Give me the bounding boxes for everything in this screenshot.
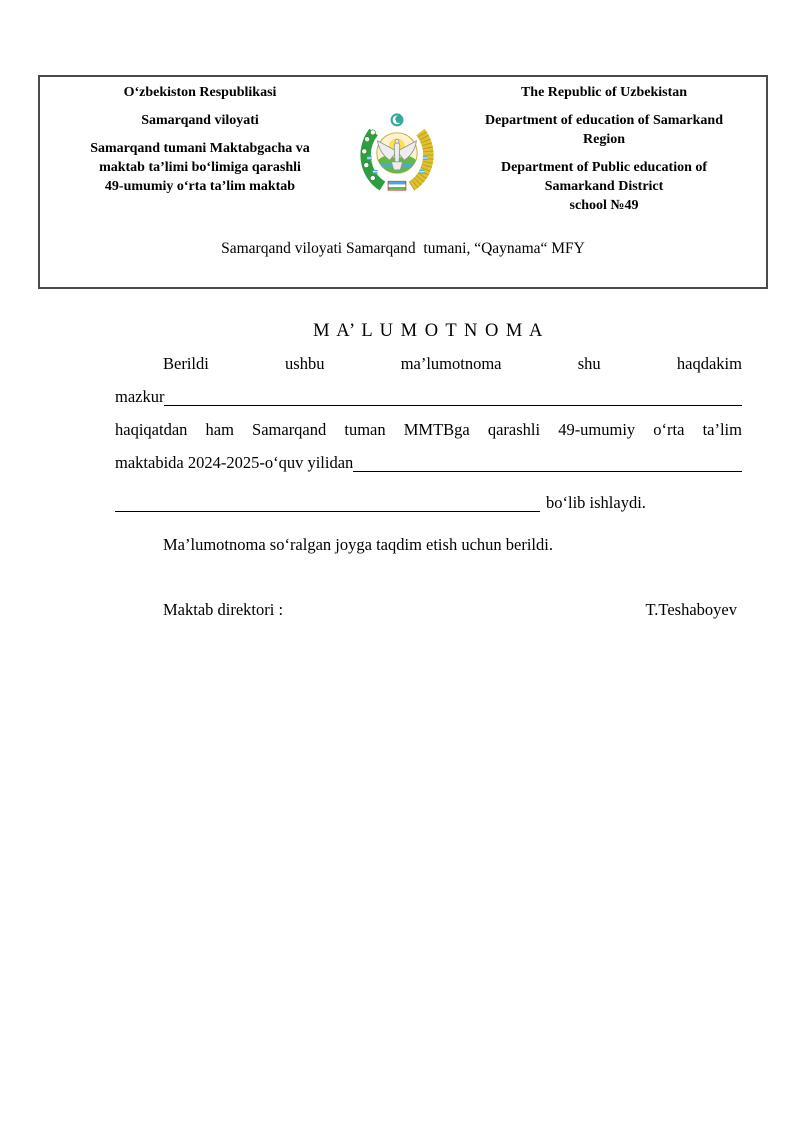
org-name-uz-school [54,139,346,196]
signature-row [115,593,742,626]
letterhead-box [38,75,768,289]
word: ushbu [285,354,325,373]
body-line-4 [115,446,742,479]
word: 49-umumiy [558,420,636,439]
letterhead-left-column [54,83,346,196]
org-name-en-republic: The Republic of Uzbekistan [520,85,688,100]
org-name-en-region [448,111,760,149]
word: qarashli [487,420,541,439]
letterhead-columns [40,77,766,215]
body-line-2-text: mazkur [115,387,165,406]
body-line-2 [115,380,742,413]
document-title: M A’ L U M O T N O M A [313,321,544,341]
body-line-1 [115,347,742,380]
word: haqiqatdan [115,420,188,439]
document-body [115,347,742,626]
body-line-4-text: maktabida 2024-2025-o‘quv yilidan [115,453,354,472]
school-number: school №49 [569,198,639,213]
word: shu [577,354,601,373]
org-name-en-district [448,158,760,196]
word: ta’lim [702,420,742,439]
word: o‘rta [653,420,685,439]
body-line-3 [115,413,742,446]
note-line [115,528,742,561]
text-line: 49-umumiy o‘rta ta’lim maktab [104,179,296,194]
blank-field-position[interactable] [115,511,540,512]
text-line: Samarkand District [544,179,664,194]
signature-label: Maktab direktori : [163,600,284,619]
signature-name: T.Teshaboyev [645,600,737,619]
mahalla-address-line: Samarqand viloyati Samarqand tumani, “Qaynama“ MFY [221,240,585,257]
word: Samarqand [252,420,327,439]
org-name-uz-republic: O‘zbekiston Respublikasi [123,85,277,100]
blank-field-start-date[interactable] [353,471,742,472]
blank-field-name[interactable] [164,405,742,406]
word: ham [205,420,234,439]
crescent-star [391,113,404,126]
text-line: Department of education of Samarkand [485,113,723,128]
emblem-column [346,83,448,195]
letterhead-right-column [448,83,760,215]
word: ma’lumotnoma [400,354,502,373]
text-line: Department of Public education of [500,160,708,175]
word: haqdakim [676,354,742,373]
org-name-uz-region: Samarqand viloyati [141,113,259,128]
body-line-5-text: bo‘lib ishlaydi. [546,493,646,512]
note-line-text: Ma’lumotnoma so‘ralgan joyga taqdim etish uchun berildi. [163,535,553,554]
word: tuman [344,420,386,439]
text-line: Region [583,132,625,147]
word: Berildi [163,354,209,373]
text-line: Samarqand tumani Maktabgacha va [90,141,310,156]
flag-ribbon [388,181,406,190]
word: MMTBga [403,420,470,439]
uzbekistan-coat-of-arms-icon [356,111,438,195]
text-line: maktab ta’limi bo‘limiga qarashli [99,160,301,175]
body-line-5 [115,486,742,519]
